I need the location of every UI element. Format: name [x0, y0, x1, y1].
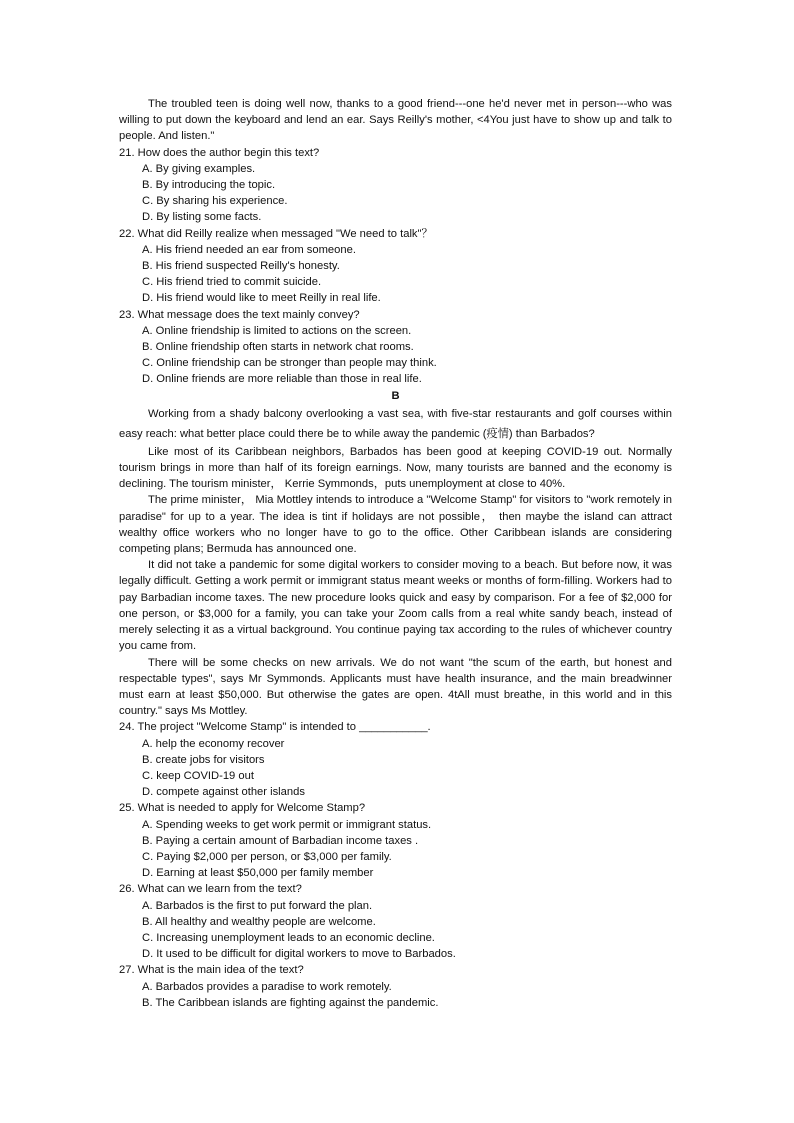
question-block-24 — [119, 719, 672, 800]
option-a: A. Online friendship is limited to actions on the screen. — [142, 324, 412, 337]
option-c: C. keep COVID-19 out — [142, 769, 254, 782]
option-a: A. His friend needed an ear from someone. — [142, 243, 356, 256]
option-b: B. By introducing the topic. — [142, 179, 276, 192]
option-c: C. Online friendship can be stronger than people may think. — [142, 357, 437, 370]
passage-b-paragraph: Like most of its Caribbean neighbors, Barbados has been good at keeping COVID-19 out. Normally tourism brings in more than half of its foreign earnings. Now, many tourists are banned and the economy is declining. The tourism minister， Kerrie Symmonds，puts unemployment at close to 40%. — [119, 445, 672, 491]
question-stem: 21. How does the author begin this text? — [119, 146, 320, 159]
option-d: D. His friend would like to meet Reilly in real life. — [142, 292, 381, 305]
option-b: B. Online friendship often starts in network chat rooms. — [142, 341, 414, 354]
exam-page — [119, 96, 672, 1011]
options-list — [119, 736, 672, 801]
option-b: B. create jobs for visitors — [142, 753, 265, 766]
option-a: A. help the economy recover — [142, 737, 285, 750]
option-b: B. Paying a certain amount of Barbadian income taxes . — [142, 834, 419, 847]
options-list — [119, 979, 672, 1011]
option-d: D. It used to be difficult for digital workers to move to Barbados. — [142, 948, 456, 961]
options-list — [119, 817, 672, 882]
option-c: C. Increasing unemployment leads to an economic decline. — [142, 931, 435, 944]
question-stem: 23. What message does the text mainly convey? — [119, 308, 360, 321]
option-b: B. The Caribbean islands are fighting against the pandemic. — [142, 996, 439, 1009]
option-a: A. By giving examples. — [142, 162, 256, 175]
question-stem: 27. What is the main idea of the text? — [119, 964, 304, 977]
option-b: B. His friend suspected Reilly's honesty. — [142, 260, 340, 273]
question-block-23 — [119, 307, 672, 388]
passage-a-paragraph: The troubled teen is doing well now, thanks to a good friend---one he'd never met in person---who was willing to put down the keyboard and lend an ear. Says Reilly's mother, <4You just have to show up and talk to people. And listen." — [119, 98, 672, 143]
question-stem: 26. What can we learn from the text? — [119, 883, 302, 896]
question-stem: 25. What is needed to apply for Welcome Stamp? — [119, 802, 366, 815]
option-d: D. By listing some facts. — [142, 211, 262, 224]
passage-b-paragraph: The prime minister， Mia Mottley intends to introduce a "Welcome Stamp" for visitors to "work remotely in paradise" for up to a year. The idea is tint if holidays are not possible， then maybe the island can attract wealthy office workers who no longer have to go to the office. Other Caribbean islands are considering competing plans; Bermuda has announced one. — [119, 494, 672, 556]
passage-b-paragraph: It did not take a pandemic for some digital workers to consider moving to a beach. But before now, it was legally difficult. Getting a work permit or immigrant status meant weeks or months of form-filling. Workers had to pay Barbadian income taxes. The new procedure looks quick and easy by comparison. For a fee of $2,000 for one person, or $3,000 for a family, you can take your Zoom calls from a real white sandy beach, instead of merely selecting it as a virtual background. You continue paying tax according to the rules of whichever country you came from. — [119, 559, 672, 653]
question-block-26 — [119, 881, 672, 962]
option-a: A. Spending weeks to get work permit or immigrant status. — [142, 818, 432, 831]
options-list — [119, 242, 672, 307]
options-list — [119, 161, 672, 226]
section-b-heading: B — [391, 389, 400, 402]
question-block-25 — [119, 800, 672, 881]
question-stem: 22. What did Reilly realize when messaged "We need to talk"？ — [119, 227, 433, 240]
options-list — [119, 323, 672, 388]
question-stem: 24. The project "Welcome Stamp" is intended to ___________. — [119, 721, 431, 734]
question-block-22 — [119, 226, 672, 307]
options-list — [119, 898, 672, 963]
option-c: C. By sharing his experience. — [142, 195, 288, 208]
passage-b-paragraph: Working from a shady balcony overlooking a vast sea, with five-star restaurants and golf courses within easy reach: what better place could there be to while away the pandemic (疫情) than Barbados? — [119, 407, 672, 440]
question-block-27 — [119, 962, 672, 1011]
option-a: A. Barbados is the first to put forward the plan. — [142, 899, 373, 912]
question-block-21 — [119, 145, 672, 226]
option-a: A. Barbados provides a paradise to work remotely. — [142, 980, 392, 993]
option-c: C. His friend tried to commit suicide. — [142, 276, 322, 289]
option-d: D. Online friends are more reliable than those in real life. — [142, 373, 422, 386]
option-d: D. compete against other islands — [142, 786, 305, 799]
option-d: D. Earning at least $50,000 per family member — [142, 867, 374, 880]
option-c: C. Paying $2,000 per person, or $3,000 per family. — [142, 850, 392, 863]
option-b: B. All healthy and wealthy people are welcome. — [142, 915, 376, 928]
passage-b-paragraph: There will be some checks on new arrivals. We do not want "the scum of the earth, but honest and respectable types", says Mr Symmonds. Applicants must have health insurance, and the main breadwinner must earn at least $50,000. But otherwise the gates are open. 4tAll must breathe, in this world and in this country." says Ms Mottley. — [119, 656, 672, 718]
